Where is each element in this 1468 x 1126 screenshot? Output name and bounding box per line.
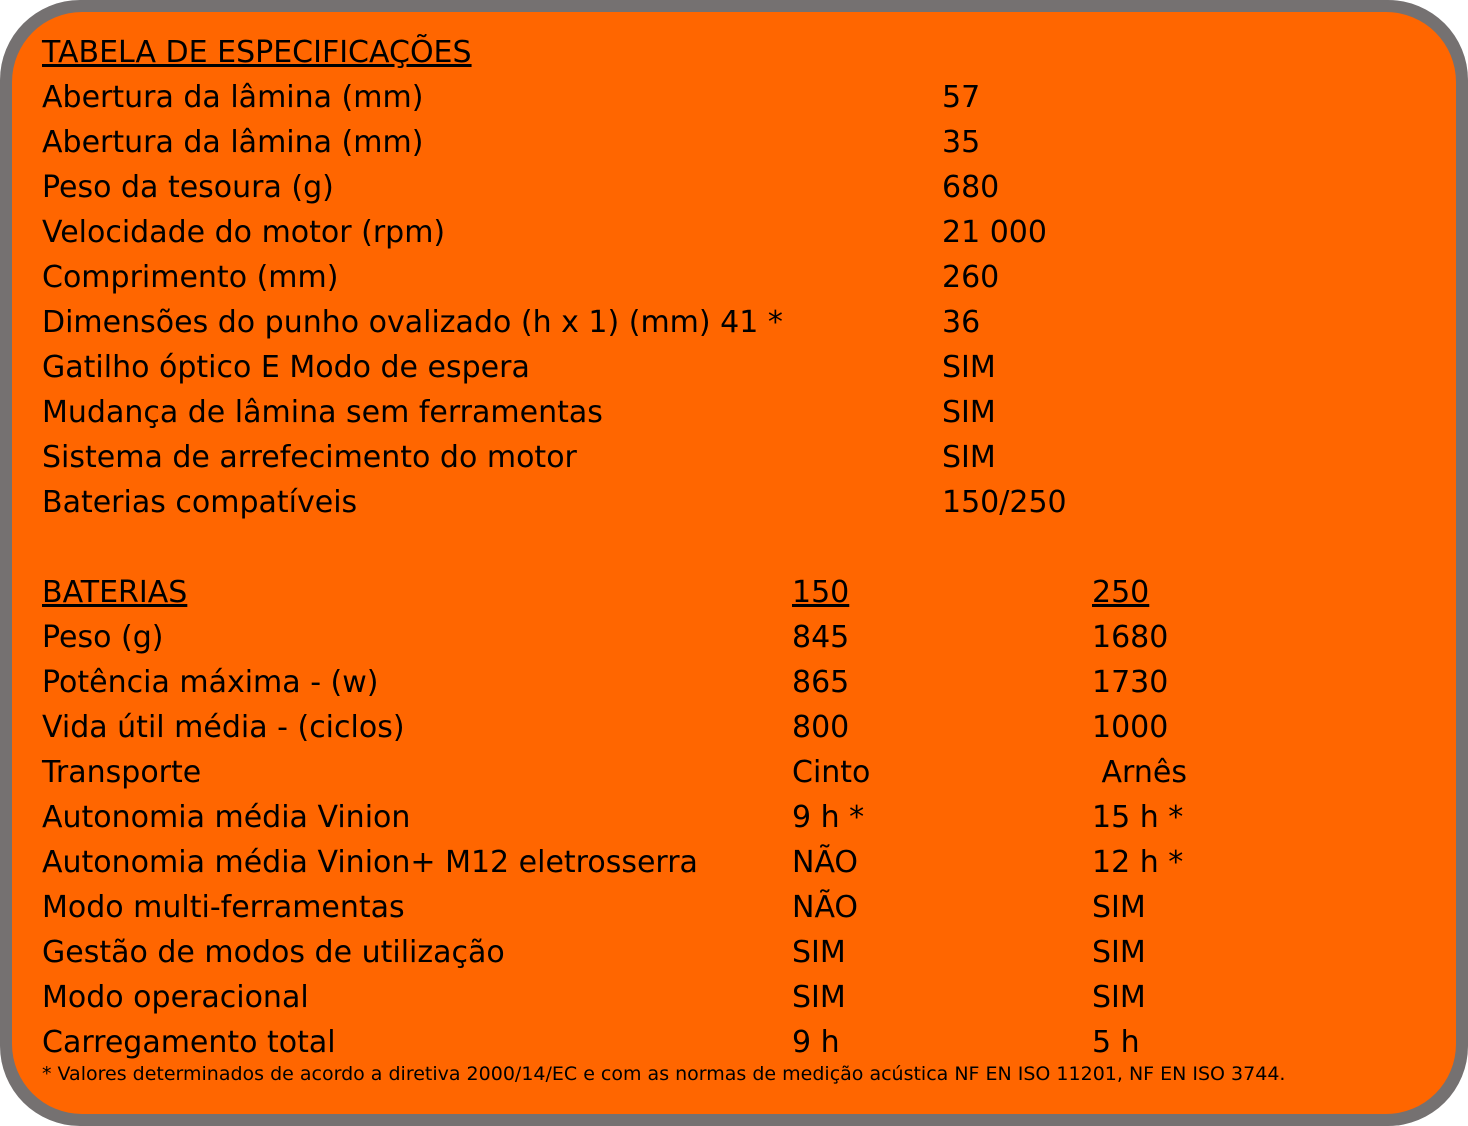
spec-value: SIM [942,440,996,475]
spec-label: Velocidade do motor (rpm) [42,215,446,250]
battery-250-value: 1680 [1092,620,1169,655]
spec-panel [12,12,1456,1114]
battery-row [42,930,1442,975]
spec-row [42,165,1442,210]
spec-row [42,390,1442,435]
battery-250-value: SIM [1092,890,1146,925]
spec-value: 150/250 [942,485,1067,520]
batteries-header-row [42,570,1442,615]
footnote: * Valores determinados de acordo a diretiva 2000/14/EC e com as normas de medição acústica NF EN ISO 11201, NF EN ISO 3744. [42,1063,1286,1085]
battery-150-value: NÃO [792,845,859,880]
battery-row [42,660,1442,705]
battery-row [42,705,1442,750]
section-spacer [42,525,1442,570]
battery-150-value: 800 [792,710,850,745]
spec-row [42,435,1442,480]
battery-250-value: SIM [1092,935,1146,970]
battery-250-value: 15 h * [1092,800,1184,835]
battery-150-header: 150 [792,575,850,610]
spec-label: Sistema de arrefecimento do motor [42,440,577,475]
spec-value: 35 [942,125,981,160]
battery-250-value: 1730 [1092,665,1169,700]
spec-value: SIM [942,350,996,385]
specs-title-row [42,30,1442,75]
battery-label: Carregamento total [42,1025,336,1060]
battery-row [42,1020,1442,1065]
spec-content [42,30,1442,1087]
spec-value: SIM [942,395,996,430]
battery-row [42,750,1442,795]
battery-250-value: SIM [1092,980,1146,1015]
spec-row [42,75,1442,120]
spec-row [42,255,1442,300]
battery-150-value: SIM [792,935,846,970]
battery-150-value: 9 h [792,1025,840,1060]
spec-row [42,345,1442,390]
battery-250-value: 12 h * [1092,845,1184,880]
spec-label: Mudança de lâmina sem ferramentas [42,395,603,430]
spec-label: Comprimento (mm) [42,260,339,295]
battery-label: Vida útil média - (ciclos) [42,710,405,745]
spec-row [42,210,1442,255]
spec-label: Abertura da lâmina (mm) [42,125,424,160]
battery-row [42,795,1442,840]
battery-row [42,975,1442,1020]
battery-label: Autonomia média Vinion+ M12 eletrosserra [42,845,698,880]
spec-value: 21 000 [942,215,1047,250]
battery-150-value: NÃO [792,890,859,925]
battery-150-value: SIM [792,980,846,1015]
battery-row [42,615,1442,660]
battery-label: Autonomia média Vinion [42,800,411,835]
battery-label: Transporte [42,755,202,790]
spec-row [42,300,1442,345]
battery-250-value: 1000 [1092,710,1169,745]
spec-label: Dimensões do punho ovalizado (h x 1) (mm) 41 * [42,305,783,340]
battery-150-value: 865 [792,665,850,700]
battery-label: Peso (g) [42,620,164,655]
battery-row [42,885,1442,930]
spec-row [42,480,1442,525]
specs-title: TABELA DE ESPECIFICAÇÕES [42,35,472,70]
battery-250-value: Arnês [1092,755,1187,790]
spec-label: Gatilho óptico E Modo de espera [42,350,530,385]
spec-value: 260 [942,260,1000,295]
battery-250-value: 5 h [1092,1025,1140,1060]
spec-value: 36 [942,305,981,340]
battery-row [42,840,1442,885]
battery-150-value: 845 [792,620,850,655]
spec-label: Baterias compatíveis [42,485,358,520]
battery-150-value: 9 h * [792,800,865,835]
spec-label: Abertura da lâmina (mm) [42,80,424,115]
battery-250-header: 250 [1092,575,1150,610]
battery-150-value: Cinto [792,755,871,790]
spec-value: 57 [942,80,981,115]
battery-label: Potência máxima - (w) [42,665,379,700]
battery-label: Modo multi-ferramentas [42,890,405,925]
spec-row [42,120,1442,165]
battery-label: Modo operacional [42,980,309,1015]
spec-value: 680 [942,170,1000,205]
battery-label: Gestão de modos de utilização [42,935,505,970]
batteries-title: BATERIAS [42,575,188,610]
spec-label: Peso da tesoura (g) [42,170,334,205]
